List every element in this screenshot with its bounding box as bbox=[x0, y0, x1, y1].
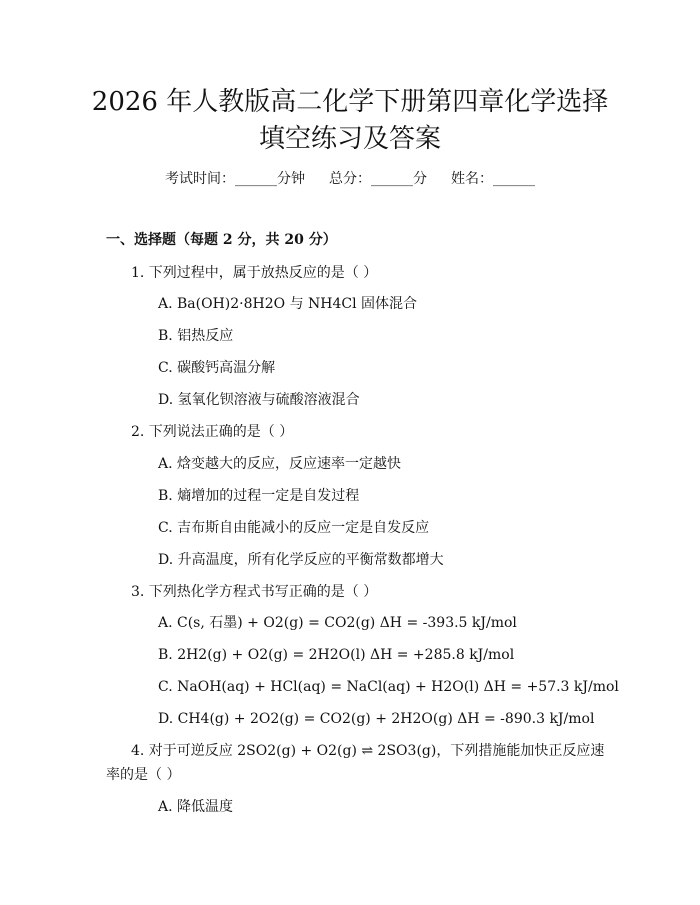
document-title-line-1: 2026 年人教版高二化学下册第四章化学选择 bbox=[91, 87, 609, 117]
question-2-option-c: C. 吉布斯自由能减小的反应一定是自发反应 bbox=[158, 520, 430, 536]
question-4-option-a: A. 降低温度 bbox=[158, 799, 234, 815]
section-heading: 一、选择题（每题 2 分，共 20 分） bbox=[106, 232, 337, 248]
question-3-option-a: A. C(s, 石墨) + O2(g) = CO2(g) ΔH = -393.5 kJ/mol bbox=[158, 615, 517, 631]
student-name-field: 姓名：______ bbox=[451, 171, 535, 187]
question-1-option-d: D. 氢氧化钡溶液与硫酸溶液混合 bbox=[158, 392, 360, 408]
question-2-option-a: A. 焓变越大的反应，反应速率一定越快 bbox=[158, 456, 402, 472]
question-1-option-b: B. 铝热反应 bbox=[158, 328, 234, 344]
question-stem-3: 3. 下列热化学方程式书写正确的是（ ） bbox=[131, 584, 378, 600]
question-3-option-d: D. CH4(g) + 2O2(g) = CO2(g) + 2H2O(g) ΔH = -890.3 kJ/mol bbox=[158, 711, 595, 727]
question-stem-1: 1. 下列过程中，属于放热反应的是（ ） bbox=[131, 265, 378, 281]
question-2-option-b: B. 熵增加的过程一定是自发过程 bbox=[158, 488, 360, 504]
document-title-line-2: 填空练习及答案 bbox=[258, 124, 441, 154]
question-3-option-b: B. 2H2(g) + O2(g) = 2H2O(l) ΔH = +285.8 kJ/mol bbox=[158, 647, 515, 663]
total-score-field: 总分：______分 bbox=[329, 171, 427, 187]
exam-info-row bbox=[0, 169, 700, 189]
question-stem-2: 2. 下列说法正确的是（ ） bbox=[131, 424, 294, 440]
question-1-option-c: C. 碳酸钙高温分解 bbox=[158, 360, 276, 376]
question-stem-4-line-1: 4. 对于可逆反应 2SO2(g) + O2(g) ⇌ 2SO3(g)，下列措施能加快正反应速 bbox=[131, 743, 605, 759]
question-3-option-c: C. NaOH(aq) + HCl(aq) = NaCl(aq) + H2O(l) ΔH = +57.3 kJ/mol bbox=[158, 679, 619, 695]
question-stem-4-line-2: 率的是（ ） bbox=[106, 767, 181, 783]
question-1-option-a: A. Ba(OH)2·8H2O 与 NH4Cl 固体混合 bbox=[158, 296, 418, 312]
exam-time-field: 考试时间：______分钟 bbox=[165, 171, 305, 187]
question-2-option-d: D. 升高温度，所有化学反应的平衡常数都增大 bbox=[158, 552, 444, 568]
